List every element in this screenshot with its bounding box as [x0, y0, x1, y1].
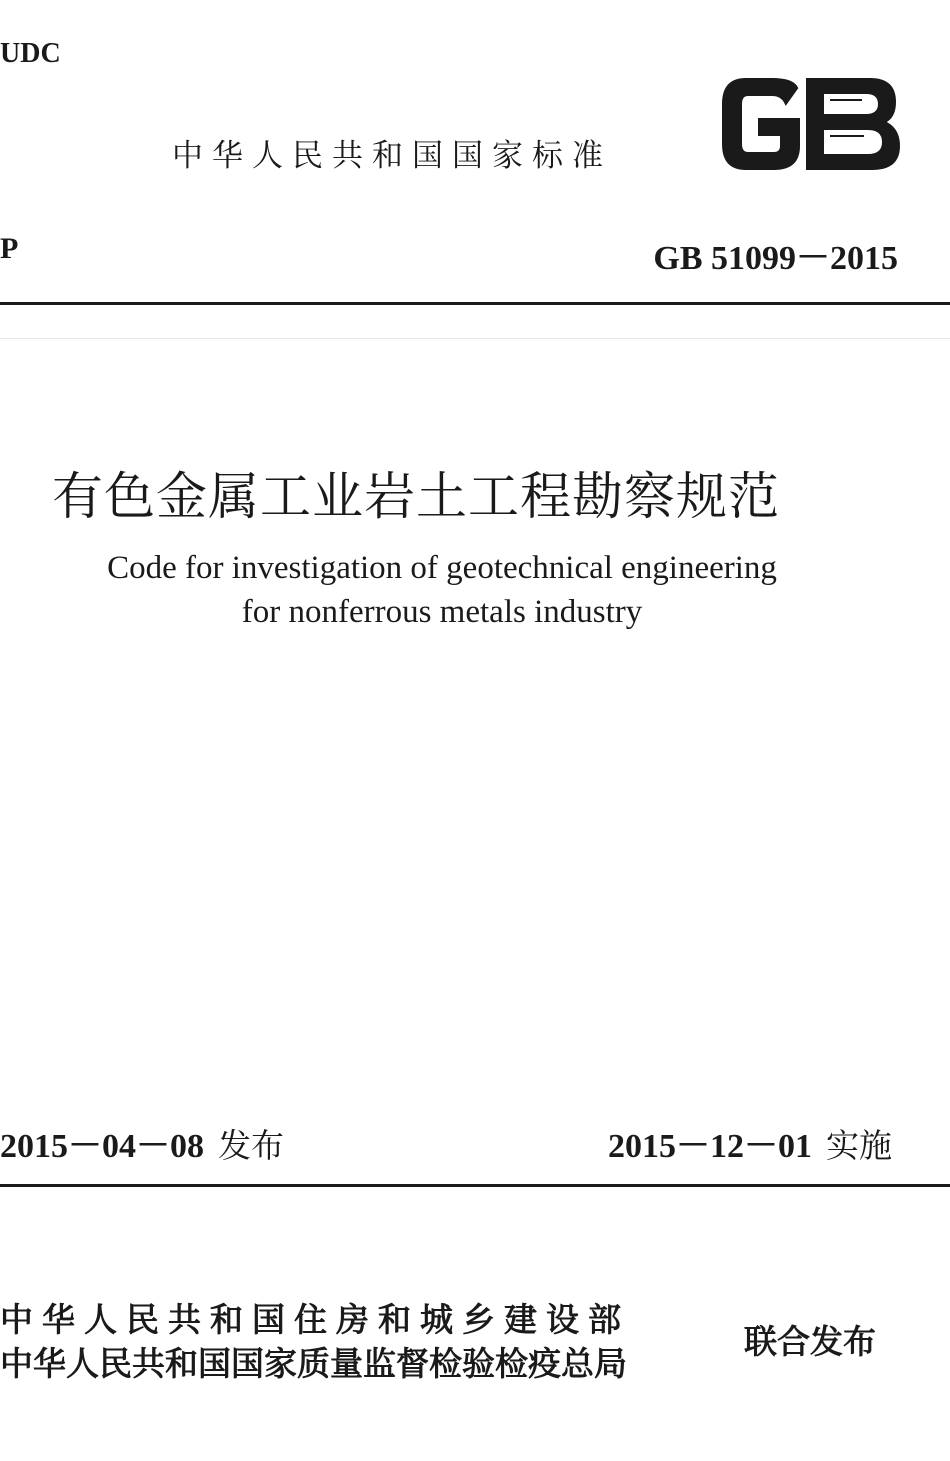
standard-number: GB 51099－2015: [653, 240, 898, 277]
implement-label: 实施: [826, 1126, 892, 1165]
standard-type: 中华人民共和国国家标准: [172, 138, 612, 174]
joint-issue-label: 联合发布: [744, 1322, 876, 1361]
gb-logo: [716, 74, 902, 174]
issue-date-row: [0, 1118, 284, 1167]
udc-label: UDC: [0, 38, 61, 69]
issuer-line1: 中华人民共和国住房和城乡建设部: [0, 1300, 630, 1339]
title-english-line2: for nonferrous metals industry: [241, 594, 643, 630]
title-english-line1: Code for investigation of geotechnical engineering: [107, 550, 777, 586]
issue-label: 发布: [218, 1126, 284, 1165]
classification-code: P: [0, 232, 19, 265]
issuer-line2: 中华人民共和国国家质量监督检验检疫总局: [0, 1344, 627, 1383]
implement-date: 2015－12－01: [608, 1128, 812, 1165]
faint-divider: [0, 338, 950, 339]
bottom-divider: [0, 1184, 950, 1187]
implement-date-row: [608, 1118, 892, 1167]
title-chinese: 有色金属工业岩土工程勘察规范: [52, 468, 781, 527]
top-divider: [0, 302, 950, 305]
issue-date: 2015－04－08: [0, 1128, 204, 1165]
